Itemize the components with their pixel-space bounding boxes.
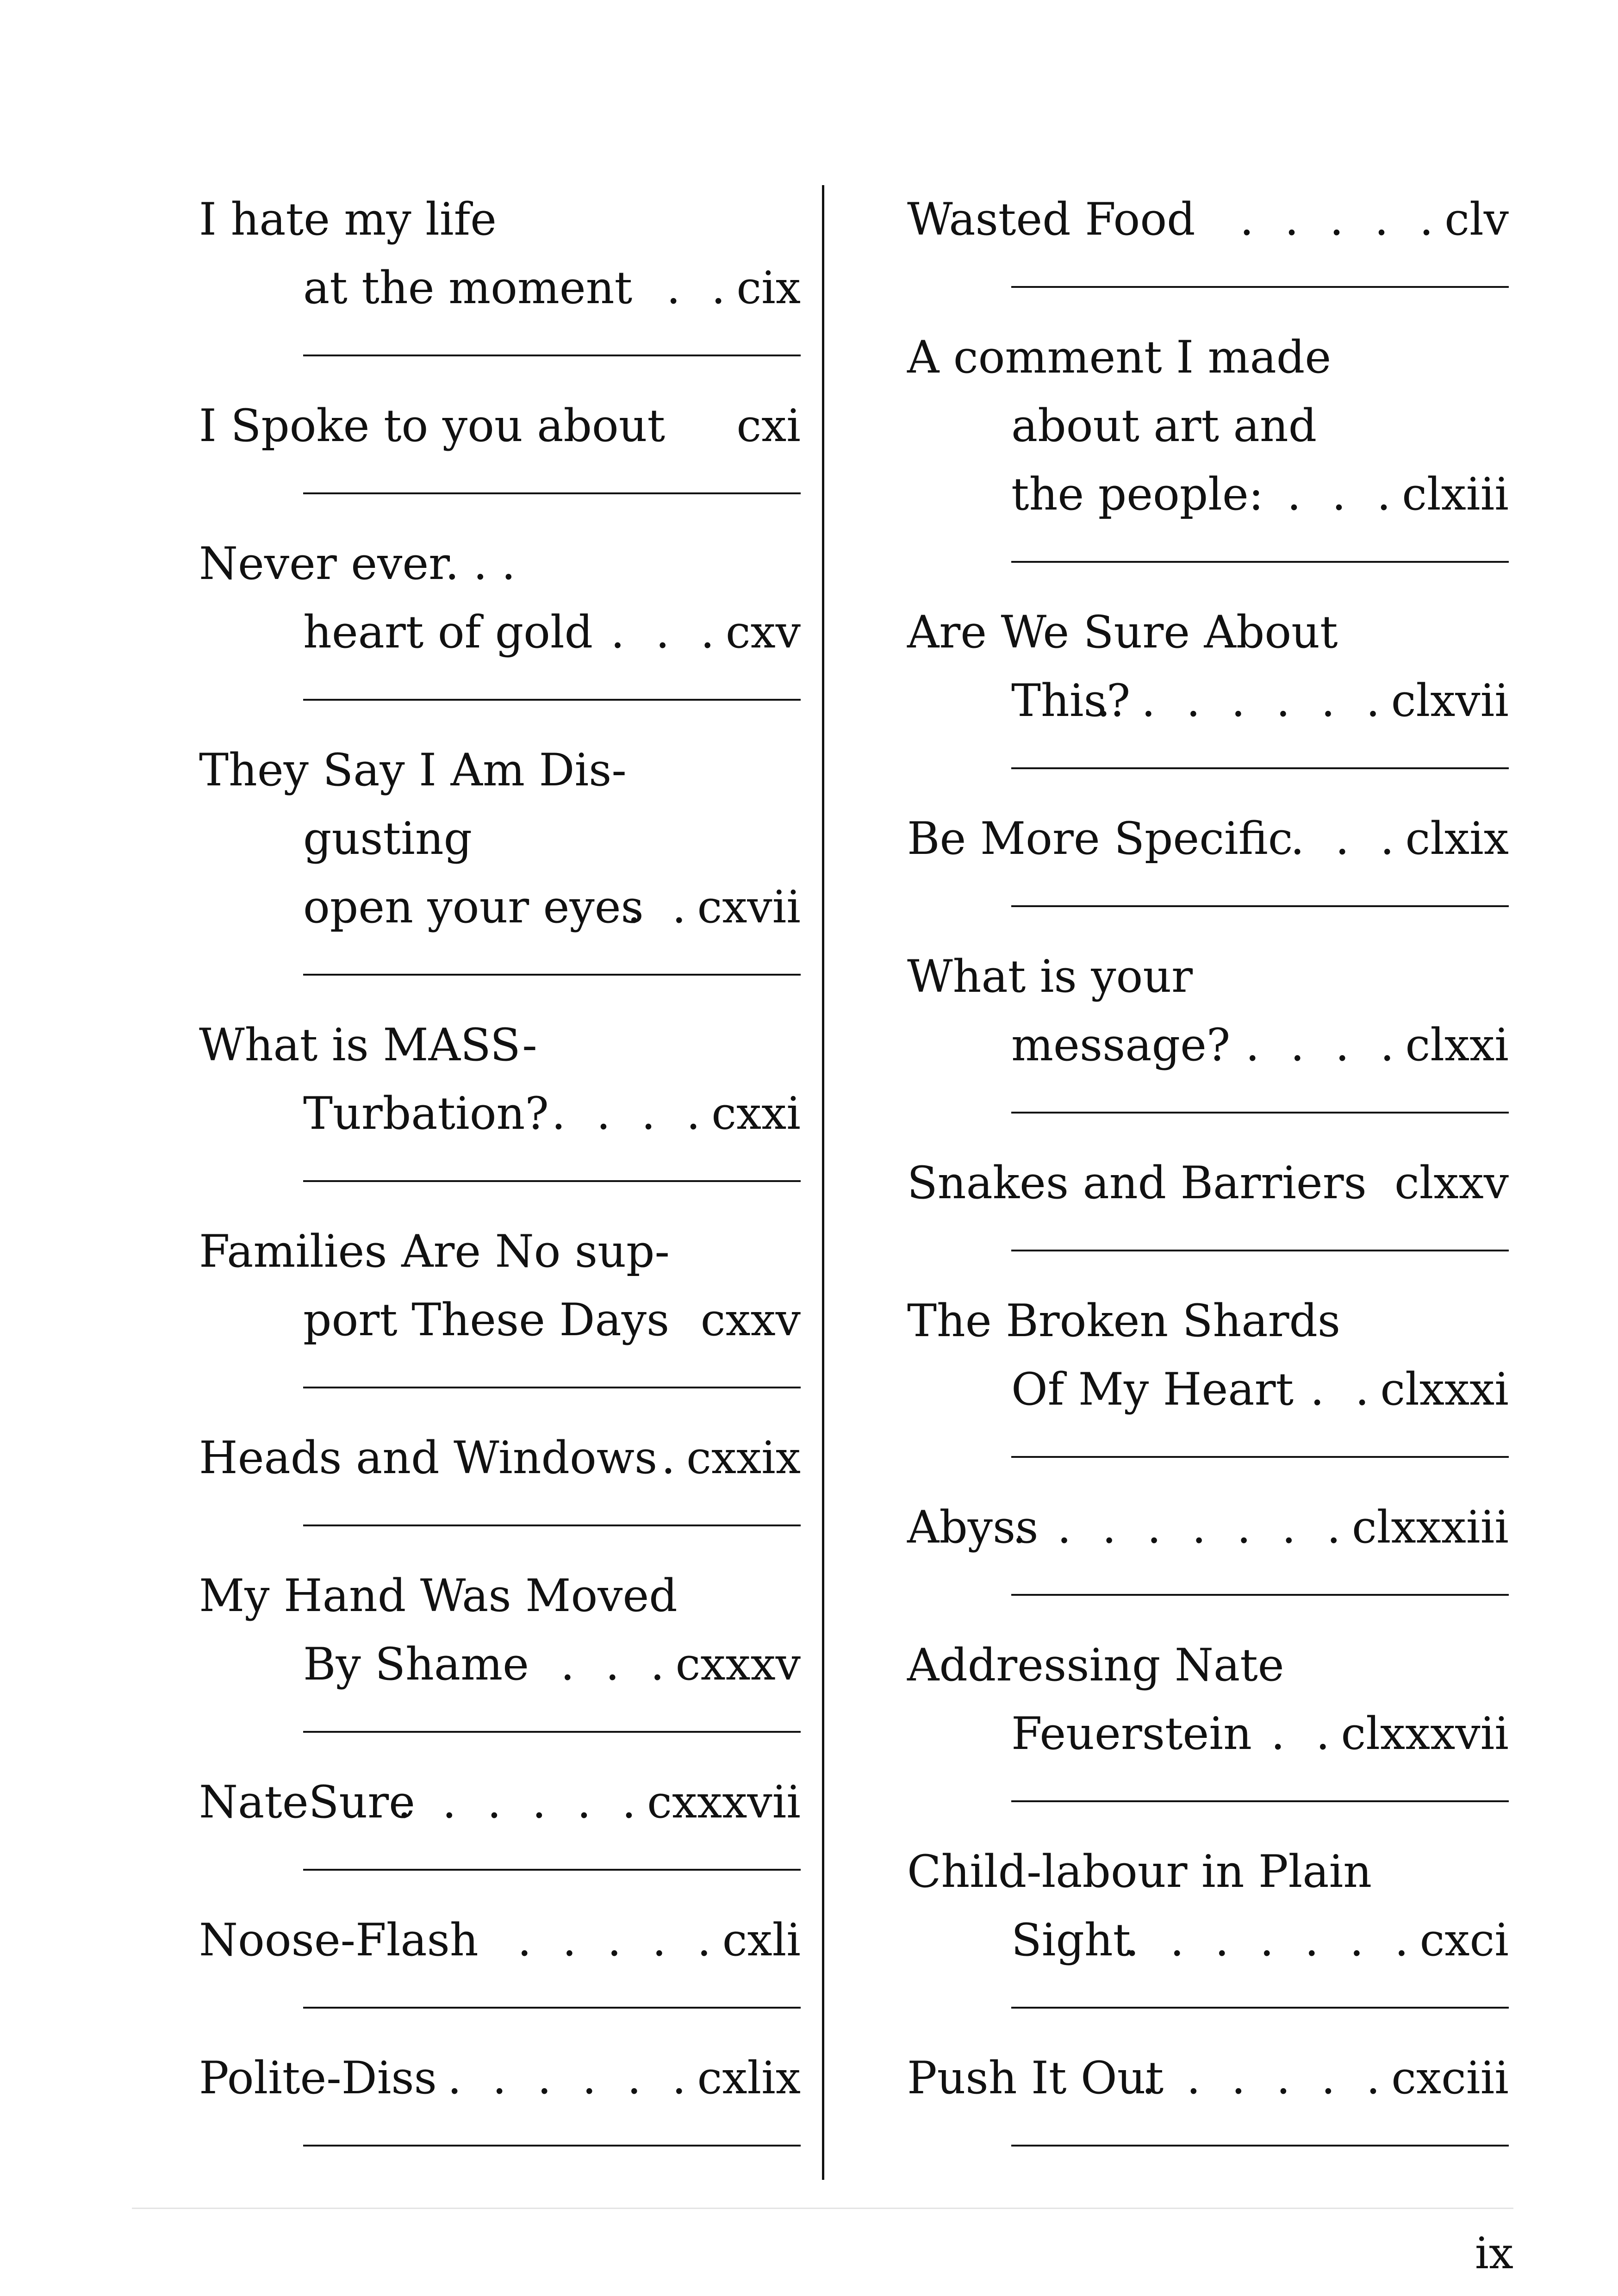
toc-entry-line bbox=[199, 392, 801, 460]
toc-entry-title: I hate my life bbox=[199, 193, 497, 245]
toc-entry[interactable] bbox=[199, 2044, 801, 2182]
toc-entry-line bbox=[199, 598, 801, 666]
toc-entry-line bbox=[199, 804, 801, 873]
separator-rule bbox=[1011, 1594, 1509, 1596]
entry-separator bbox=[199, 1148, 801, 1217]
toc-page-number: cxxxv bbox=[675, 1638, 801, 1690]
toc-entry[interactable] bbox=[907, 598, 1509, 804]
entry-separator bbox=[199, 941, 801, 1011]
toc-entry-line bbox=[199, 2044, 801, 2112]
toc-entry-title: about art and bbox=[1011, 400, 1317, 452]
toc-entry-page-ref bbox=[1392, 1149, 1509, 1217]
entry-separator bbox=[199, 322, 801, 392]
entry-separator bbox=[199, 1492, 801, 1562]
toc-page-number: clxxv bbox=[1394, 1157, 1509, 1209]
toc-entry-line bbox=[199, 529, 801, 598]
toc-page-number: cxciii bbox=[1391, 2052, 1509, 2104]
separator-rule bbox=[303, 492, 801, 494]
entry-separator bbox=[199, 460, 801, 529]
dot-leader: . . . bbox=[1287, 468, 1400, 520]
toc-entry-page-ref bbox=[517, 1906, 801, 1974]
toc-entry-title: The Broken Shards bbox=[907, 1295, 1341, 1347]
entry-separator bbox=[199, 1699, 801, 1768]
separator-rule bbox=[1011, 2145, 1509, 2147]
toc-entry-title: They Say I Am Dis- bbox=[199, 744, 627, 796]
entry-separator bbox=[907, 2112, 1509, 2182]
toc-page-number: cxvii bbox=[697, 881, 801, 933]
toc-entry-line bbox=[907, 1355, 1509, 1424]
entry-separator bbox=[907, 735, 1509, 804]
entry-separator bbox=[907, 1974, 1509, 2044]
entry-separator bbox=[907, 1079, 1509, 1149]
toc-entry-line bbox=[199, 873, 801, 941]
toc-entry[interactable] bbox=[199, 185, 801, 392]
separator-rule bbox=[1011, 1250, 1509, 1251]
column-divider bbox=[822, 185, 824, 2180]
toc-entry-page-ref bbox=[1271, 1699, 1509, 1768]
toc-entry[interactable] bbox=[907, 1837, 1509, 2044]
toc-entry-title: Heads and Windows bbox=[199, 1432, 658, 1484]
toc-entry[interactable] bbox=[907, 185, 1509, 323]
toc-entry-line bbox=[907, 666, 1509, 735]
toc-entry-title: This? bbox=[1011, 675, 1131, 727]
separator-rule bbox=[1011, 905, 1509, 907]
toc-entry[interactable] bbox=[199, 1217, 801, 1424]
toc-entry[interactable] bbox=[907, 323, 1509, 598]
separator-rule bbox=[303, 355, 801, 356]
toc-entry-title: NateSure bbox=[199, 1776, 415, 1828]
toc-entry[interactable] bbox=[199, 1424, 801, 1562]
toc-entry-page-ref bbox=[448, 2044, 801, 2112]
toc-entry-page-ref bbox=[666, 254, 801, 322]
toc-entry-page-ref bbox=[610, 598, 801, 666]
toc-entry-title: A comment I made bbox=[907, 331, 1332, 383]
dot-leader: . . . . . . bbox=[447, 2052, 695, 2104]
dot-leader: . . . . . . bbox=[397, 1776, 645, 1828]
separator-rule bbox=[1011, 286, 1509, 288]
entry-separator bbox=[199, 1974, 801, 2044]
dot-leader: . . . . . . bbox=[1141, 2052, 1389, 2104]
separator-rule bbox=[303, 1869, 801, 1871]
toc-entry-title: message? bbox=[1011, 1019, 1231, 1071]
toc-entry-page-ref bbox=[734, 392, 801, 460]
dot-leader: . . bbox=[1270, 1708, 1338, 1760]
toc-entry-line bbox=[199, 1630, 801, 1699]
separator-rule bbox=[303, 974, 801, 976]
dot-leader: . . . . bbox=[1245, 1019, 1403, 1071]
separator-rule bbox=[303, 1180, 801, 1182]
toc-entry-line bbox=[907, 2044, 1509, 2112]
toc-entry-line bbox=[907, 804, 1509, 873]
toc-page-number: cxli bbox=[722, 1914, 801, 1966]
toc-page-number: cxv bbox=[725, 606, 801, 658]
toc-entry-title: Be More Specific bbox=[907, 813, 1293, 865]
toc-entry-page-ref bbox=[1125, 1906, 1509, 1974]
toc-entry-title: heart of gold bbox=[303, 606, 593, 658]
toc-entry-title: Are We Sure About bbox=[907, 606, 1338, 658]
toc-page-number: cxxi bbox=[711, 1088, 801, 1139]
toc-page-number: clxix bbox=[1405, 813, 1509, 865]
toc-entry-page-ref bbox=[1290, 804, 1509, 873]
toc-entry[interactable] bbox=[199, 1562, 801, 1768]
toc-page-number: clv bbox=[1444, 193, 1509, 245]
entry-separator bbox=[907, 529, 1509, 598]
toc-page-number: clxxxiii bbox=[1352, 1501, 1509, 1553]
entry-separator bbox=[907, 1562, 1509, 1631]
toc-entry-page-ref bbox=[1142, 2044, 1509, 2112]
toc-entry-page-ref bbox=[661, 1424, 801, 1492]
dot-leader: . . . . . bbox=[517, 1914, 720, 1966]
toc-entry[interactable] bbox=[199, 736, 801, 1011]
toc-entry-line bbox=[907, 1699, 1509, 1768]
toc-page-number: cix bbox=[736, 262, 801, 314]
toc-right-column bbox=[907, 185, 1509, 2182]
toc-entry-title: By Shame bbox=[303, 1638, 529, 1690]
dot-leader: . . . bbox=[560, 1638, 673, 1690]
separator-rule bbox=[303, 699, 801, 701]
dot-leader: . . bbox=[627, 881, 695, 933]
footer-rule bbox=[132, 2208, 1513, 2209]
toc-entry-line bbox=[907, 942, 1509, 1011]
toc-entry[interactable] bbox=[199, 529, 801, 736]
toc-page-number: cxlix bbox=[697, 2052, 801, 2104]
entry-separator bbox=[907, 1217, 1509, 1287]
toc-entry-line bbox=[199, 185, 801, 254]
toc-entry-line bbox=[199, 1906, 801, 1974]
toc-page-number: cxxxvii bbox=[647, 1776, 801, 1828]
toc-entry-title: Sight bbox=[1011, 1914, 1131, 1966]
toc-entry-line bbox=[907, 323, 1509, 392]
separator-rule bbox=[1011, 561, 1509, 563]
toc-entry-title: Of My Heart bbox=[1011, 1363, 1294, 1415]
toc-entry-line bbox=[907, 598, 1509, 666]
entry-separator bbox=[907, 1424, 1509, 1493]
toc-entry[interactable] bbox=[199, 1768, 801, 1906]
toc-entry-line bbox=[907, 1837, 1509, 1906]
toc-entry-line bbox=[199, 1217, 801, 1286]
toc-entry[interactable] bbox=[907, 1493, 1509, 1631]
entry-separator bbox=[907, 1768, 1509, 1837]
toc-entry-line bbox=[907, 1287, 1509, 1355]
dot-leader: . . bbox=[1310, 1363, 1378, 1415]
toc-page-number: clxxi bbox=[1405, 1019, 1509, 1071]
toc-left-column bbox=[199, 185, 801, 2182]
toc-entry-page-ref bbox=[560, 1630, 801, 1699]
toc-entry-line bbox=[907, 1493, 1509, 1562]
toc-entry-title: Child-labour in Plain bbox=[907, 1846, 1372, 1898]
entry-separator bbox=[199, 1836, 801, 1906]
separator-rule bbox=[1011, 1112, 1509, 1114]
toc-entry-title: Abyss bbox=[907, 1501, 1039, 1553]
toc-entry[interactable] bbox=[907, 2044, 1509, 2182]
toc-entry-title: Wasted Food bbox=[907, 193, 1195, 245]
toc-entry-line bbox=[907, 1011, 1509, 1079]
dot-leader: . bbox=[661, 1432, 684, 1484]
toc-entry[interactable] bbox=[199, 1906, 801, 2044]
toc-entry-line bbox=[199, 254, 801, 322]
separator-rule bbox=[1011, 1800, 1509, 1802]
toc-entry-title: My Hand Was Moved bbox=[199, 1570, 678, 1622]
toc-entry[interactable] bbox=[907, 1149, 1509, 1287]
entry-separator bbox=[199, 2112, 801, 2182]
toc-entry-line bbox=[199, 1011, 801, 1079]
toc-entry[interactable] bbox=[199, 392, 801, 529]
toc-entry[interactable] bbox=[907, 1631, 1509, 1837]
toc-entry-title: open your eyes bbox=[303, 881, 644, 933]
toc-page-number: cxi bbox=[736, 400, 801, 452]
dot-leader: . . bbox=[666, 262, 734, 314]
separator-rule bbox=[303, 2007, 801, 2009]
toc-entry-line bbox=[199, 1768, 801, 1836]
entry-separator bbox=[199, 666, 801, 736]
toc-page-number: cxci bbox=[1419, 1914, 1509, 1966]
toc-page-number: clxvii bbox=[1391, 675, 1509, 727]
separator-rule bbox=[303, 1387, 801, 1388]
toc-entry-line bbox=[199, 1562, 801, 1630]
toc-page-number: clxxxi bbox=[1380, 1363, 1509, 1415]
toc-entry-title: Families Are No sup- bbox=[199, 1226, 670, 1277]
toc-page-number: clxiii bbox=[1402, 468, 1509, 520]
toc-entry-line bbox=[907, 1906, 1509, 1974]
toc-entry[interactable] bbox=[907, 804, 1509, 942]
dot-leader: . . . . . . . . bbox=[1012, 1501, 1349, 1553]
dot-leader: . . . . . . . bbox=[1125, 1914, 1417, 1966]
toc-entry-title: Addressing Nate bbox=[907, 1639, 1284, 1691]
toc-entry-title: gusting bbox=[303, 813, 473, 865]
toc-entry-title: What is your bbox=[907, 951, 1193, 1002]
entry-separator bbox=[907, 873, 1509, 942]
dot-leader: . . . . . bbox=[1239, 193, 1442, 245]
toc-entry-page-ref bbox=[698, 1286, 801, 1354]
toc-entry-page-ref bbox=[1245, 1011, 1509, 1079]
toc-entry-title: port These Days bbox=[303, 1294, 670, 1346]
toc-entry-title: I Spoke to you about bbox=[199, 400, 666, 452]
toc-entry-page-ref bbox=[1310, 1355, 1509, 1424]
toc-entry-page-ref bbox=[1287, 460, 1509, 529]
separator-rule bbox=[1011, 2007, 1509, 2009]
separator-rule bbox=[303, 2145, 801, 2147]
toc-entry-title: Polite-Diss bbox=[199, 2052, 437, 2104]
toc-page-number: cxxix bbox=[686, 1432, 801, 1484]
separator-rule bbox=[303, 1731, 801, 1733]
toc-entry-title: Feuerstein bbox=[1011, 1708, 1252, 1760]
toc-entry-line bbox=[907, 1149, 1509, 1217]
toc-entry[interactable] bbox=[907, 1287, 1509, 1493]
toc-entry-page-ref bbox=[1012, 1493, 1509, 1562]
toc-entry-title: Push It Out bbox=[907, 2052, 1164, 2104]
toc-entry-title: Never ever. . . bbox=[199, 538, 516, 590]
toc-entry-line bbox=[907, 1631, 1509, 1699]
toc-entry-page-ref bbox=[627, 873, 801, 941]
toc-entry-line bbox=[199, 1079, 801, 1148]
toc-entry-line bbox=[907, 392, 1509, 460]
toc-entry-line bbox=[199, 1424, 801, 1492]
separator-rule bbox=[1011, 767, 1509, 769]
toc-entry-page-ref bbox=[398, 1768, 801, 1836]
toc-entry-line bbox=[199, 1286, 801, 1354]
toc-entry-page-ref bbox=[552, 1079, 801, 1148]
toc-entry-page-ref bbox=[1096, 666, 1509, 735]
toc-entry-line bbox=[907, 185, 1509, 254]
toc-entry-line bbox=[199, 736, 801, 804]
toc-entry-title: the people: bbox=[1011, 468, 1264, 520]
toc-entry-title: Snakes and Barriers bbox=[907, 1157, 1367, 1209]
toc-page-number: clxxxvii bbox=[1341, 1708, 1509, 1760]
toc-page-number: cxxv bbox=[700, 1294, 801, 1346]
entry-separator bbox=[199, 1354, 801, 1424]
separator-rule bbox=[303, 1524, 801, 1526]
toc-entry-title: Turbation? bbox=[303, 1088, 549, 1139]
toc-entry-title: Noose-Flash bbox=[199, 1914, 479, 1966]
separator-rule bbox=[1011, 1456, 1509, 1458]
dot-leader: . . . . . . . bbox=[1096, 675, 1388, 727]
page-number: ix bbox=[1475, 2228, 1513, 2279]
toc-entry-page-ref bbox=[1240, 185, 1509, 254]
dot-leader: . . . bbox=[1290, 813, 1403, 865]
toc-entry-line bbox=[907, 460, 1509, 529]
toc-entry[interactable] bbox=[199, 1011, 801, 1217]
toc-entry[interactable] bbox=[907, 942, 1509, 1149]
dot-leader: . . . . bbox=[551, 1088, 709, 1139]
entry-separator bbox=[907, 254, 1509, 323]
toc-entry-title: at the moment bbox=[303, 262, 633, 314]
dot-leader: . . . bbox=[610, 606, 723, 658]
toc-entry-title: What is MASS- bbox=[199, 1019, 537, 1071]
